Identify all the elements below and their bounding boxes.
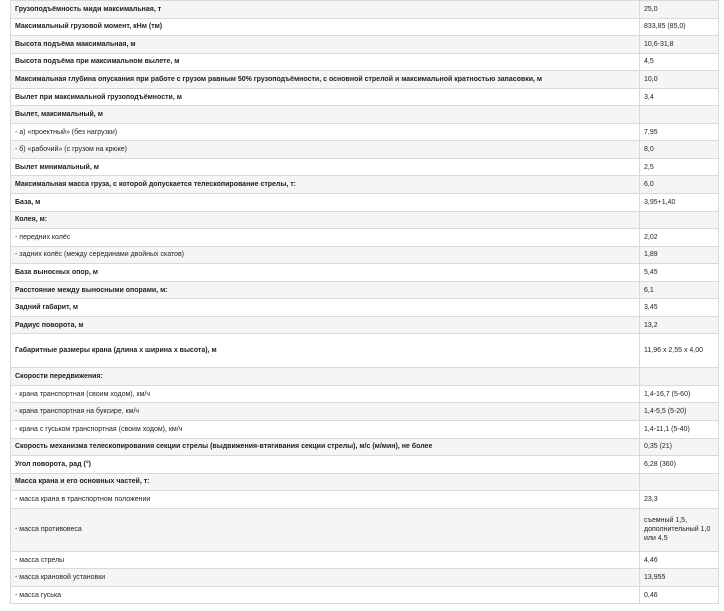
- table-row: [11, 491, 719, 509]
- parameter-value: 10,0: [640, 71, 719, 89]
- parameter-value: [640, 211, 719, 229]
- parameter-value: 0,35 (21): [640, 438, 719, 456]
- parameter-label: База выносных опор, м: [11, 264, 640, 282]
- parameter-label: Угол поворота, рад (°): [11, 456, 640, 474]
- parameter-label: Максимальная глубина опускания при работе с грузом равным 50% грузоподъёмности, с основной стрелой и максимальной кратностью запасовки, м: [11, 71, 640, 89]
- table-row: [11, 334, 719, 368]
- parameter-value: 3,45: [640, 299, 719, 317]
- parameter-label: Вылет минимальный, м: [11, 158, 640, 176]
- table-row: [11, 551, 719, 569]
- parameter-label: - крана с гуськом транспортная (своим ходом), км/ч: [11, 421, 640, 439]
- parameter-label: Высота подъёма максимальная, м: [11, 36, 640, 54]
- parameter-value: 4,5: [640, 53, 719, 71]
- table-row: [11, 403, 719, 421]
- parameter-label: Колея, м:: [11, 211, 640, 229]
- parameter-value: [640, 106, 719, 124]
- parameter-label: Задний габарит, м: [11, 299, 640, 317]
- parameter-label: Радиус поворота, м: [11, 316, 640, 334]
- parameter-value: 1,4-16,7 (5-60): [640, 385, 719, 403]
- table-row: [11, 508, 719, 551]
- parameter-value: 4,46: [640, 551, 719, 569]
- parameter-label: База, м: [11, 194, 640, 212]
- parameter-value: съемный 1,5, дополнительный 1,0 или 4,5: [640, 508, 719, 551]
- parameter-value: 10,6-31,8: [640, 36, 719, 54]
- parameter-label: - масса стрелы: [11, 551, 640, 569]
- parameter-value: [640, 368, 719, 386]
- parameter-value: 0,46: [640, 586, 719, 604]
- table-row: [11, 194, 719, 212]
- parameter-label: Скорости передвижения:: [11, 368, 640, 386]
- parameter-label: Высота подъёма при максимальном вылете, м: [11, 53, 640, 71]
- parameter-value: 3,95+1,40: [640, 194, 719, 212]
- table-row: [11, 18, 719, 36]
- parameter-label: - крана транспортная (своим ходом), км/ч: [11, 385, 640, 403]
- table-row: [11, 176, 719, 194]
- parameter-value: 1,4-5,5 (5-20): [640, 403, 719, 421]
- parameter-label: Максимальная масса груза, с которой допускается телескопирование стрелы, т:: [11, 176, 640, 194]
- parameter-label: Грузоподъёмность миди максимальная, т: [11, 1, 640, 19]
- parameter-value: 1,89: [640, 246, 719, 264]
- table-row: [11, 229, 719, 247]
- table-row: [11, 368, 719, 386]
- parameter-label: - масса гуська: [11, 586, 640, 604]
- parameter-label: - масса противовеса: [11, 508, 640, 551]
- table-row: [11, 123, 719, 141]
- parameter-label: - б) «рабочий» (с грузом на крюке): [11, 141, 640, 159]
- table-row: [11, 281, 719, 299]
- parameter-value: 7,95: [640, 123, 719, 141]
- table-row: [11, 106, 719, 124]
- parameter-value: 6,0: [640, 176, 719, 194]
- parameter-label: Масса крана и его основных частей, т:: [11, 473, 640, 491]
- table-row: [11, 299, 719, 317]
- parameter-label: - а) «проектный» (без нагрузки): [11, 123, 640, 141]
- parameter-label: - масса крана в транспортном положении: [11, 491, 640, 509]
- table-row: [11, 456, 719, 474]
- table-row: [11, 1, 719, 19]
- parameter-label: Максимальный грузовой момент, кНм (тм): [11, 18, 640, 36]
- parameter-value: 11,96 x 2,55 x 4,00: [640, 334, 719, 368]
- specifications-table: [10, 0, 719, 604]
- parameter-label: Расстояние между выносными опорами, м:: [11, 281, 640, 299]
- table-row: [11, 71, 719, 89]
- parameter-value: 2,02: [640, 229, 719, 247]
- table-row: [11, 36, 719, 54]
- parameter-value: 833,85 (85,0): [640, 18, 719, 36]
- table-row: [11, 586, 719, 604]
- table-row: [11, 211, 719, 229]
- parameter-value: 2,5: [640, 158, 719, 176]
- parameter-label: Скорость механизма телескопирования секции стрелы (выдвижения-втягивания секции стрелы), м/с (м/мин), не более: [11, 438, 640, 456]
- parameter-value: 6,1: [640, 281, 719, 299]
- table-row: [11, 246, 719, 264]
- specifications-table-body: [11, 1, 719, 604]
- parameter-label: Вылет, максимальный, м: [11, 106, 640, 124]
- table-row: [11, 316, 719, 334]
- parameter-value: 1,4-11,1 (5-40): [640, 421, 719, 439]
- parameter-value: 5,45: [640, 264, 719, 282]
- table-row: [11, 88, 719, 106]
- parameter-value: [640, 473, 719, 491]
- parameter-label: - крана транспортная на буксире, км/ч: [11, 403, 640, 421]
- parameter-value: 25,0: [640, 1, 719, 19]
- parameter-label: - передних колёс: [11, 229, 640, 247]
- parameter-label: Вылет при максимальной грузоподъёмности, м: [11, 88, 640, 106]
- table-row: [11, 473, 719, 491]
- table-row: [11, 569, 719, 587]
- table-row: [11, 141, 719, 159]
- parameter-label: - масса крановой установки: [11, 569, 640, 587]
- parameter-value: 8,0: [640, 141, 719, 159]
- parameter-label: - задних колёс (между серединами двойных скатов): [11, 246, 640, 264]
- parameter-label: Габаритные размеры крана (длина x ширина x высота), м: [11, 334, 640, 368]
- table-row: [11, 264, 719, 282]
- table-row: [11, 53, 719, 71]
- parameter-value: 23,3: [640, 491, 719, 509]
- parameter-value: 13,2: [640, 316, 719, 334]
- table-row: [11, 438, 719, 456]
- parameter-value: 6,28 (360): [640, 456, 719, 474]
- table-row: [11, 421, 719, 439]
- table-row: [11, 385, 719, 403]
- table-row: [11, 158, 719, 176]
- parameter-value: 3,4: [640, 88, 719, 106]
- parameter-value: 13,955: [640, 569, 719, 587]
